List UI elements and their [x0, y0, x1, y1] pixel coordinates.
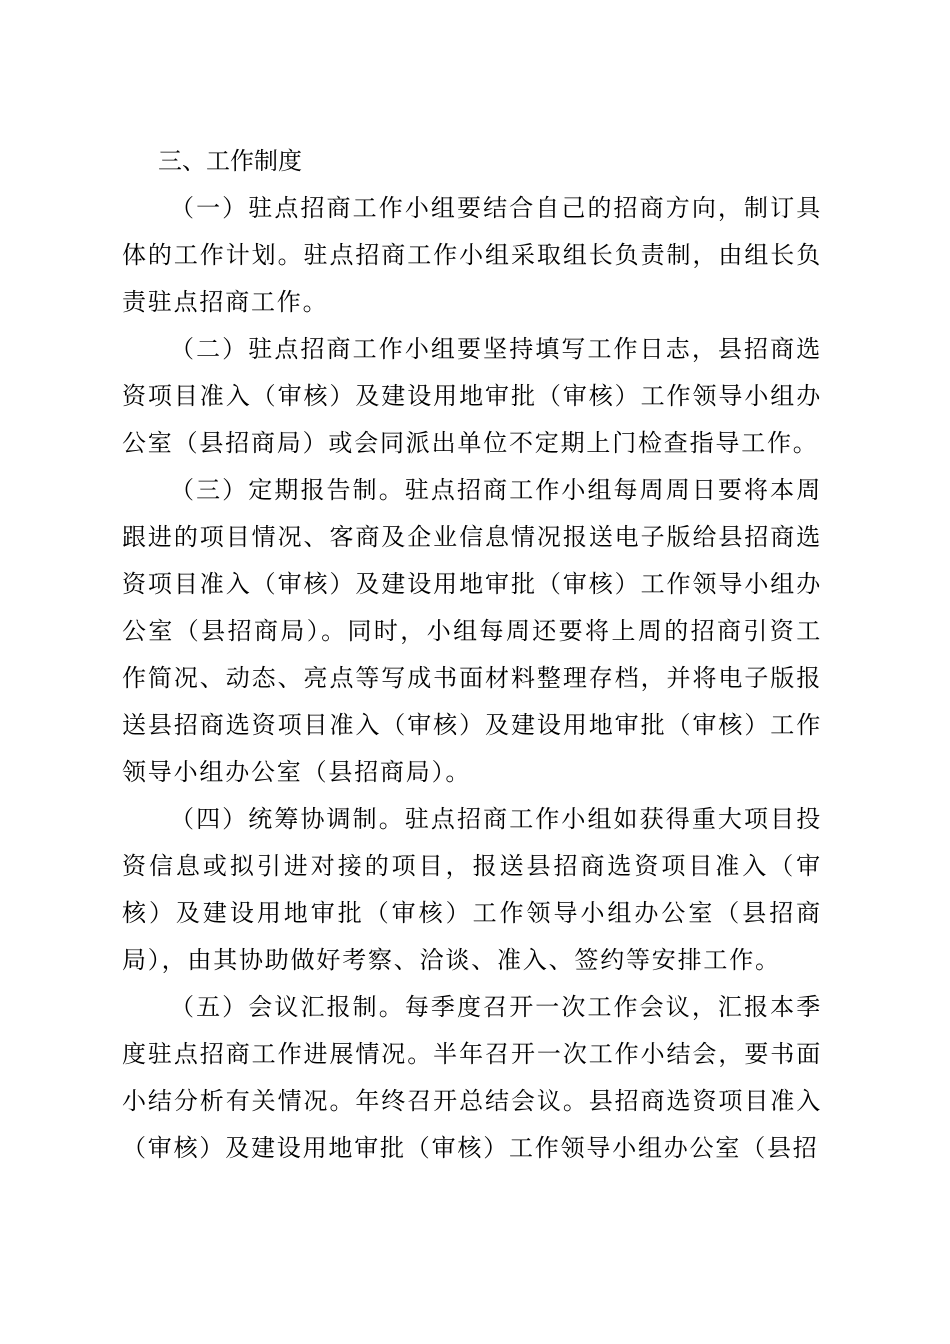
paragraph-3: （三）定期报告制。驻点招商工作小组每周周日要将本周跟进的项目情况、客商及企业信息情况报送电子版给县招商选资项目准入（审核）及建设用地审批（审核）工作领导小组办公室（县招商局）。同时，小组每周还要将上周的招商引资工作简况、动态、亮点等写成书面材料整理存档，并将电子版报送县招商选资项目准入（审核）及建设用地审批（审核）工作领导小组办公室（县招商局）。: [122, 476, 822, 786]
document-body: [122, 138, 822, 1172]
section-heading: 三、工作制度: [158, 147, 302, 175]
paragraph-2: （二）驻点招商工作小组要坚持填写工作日志，县招商选资项目准入（审核）及建设用地审批（审核）工作领导小组办公室（县招商局）或会同派出单位不定期上门检查指导工作。: [122, 335, 822, 457]
paragraph-5: （五）会议汇报制。每季度召开一次工作会议，汇报本季度驻点招商工作进展情况。半年召开一次工作小结会，要书面小结分析有关情况。年终召开总结会议。县招商选资项目准入（审核）及建设用地审批（审核）工作领导小组办公室（县招: [122, 993, 822, 1162]
paragraph-4: （四）统筹协调制。驻点招商工作小组如获得重大项目投资信息或拟引进对接的项目，报送县招商选资项目准入（审核）及建设用地审批（审核）工作领导小组办公室（县招商局），由其协助做好考察、洽谈、准入、签约等安排工作。: [122, 805, 822, 974]
paragraph-1: （一）驻点招商工作小组要结合自己的招商方向，制订具体的工作计划。驻点招商工作小组采取组长负责制，由组长负责驻点招商工作。: [122, 194, 822, 316]
